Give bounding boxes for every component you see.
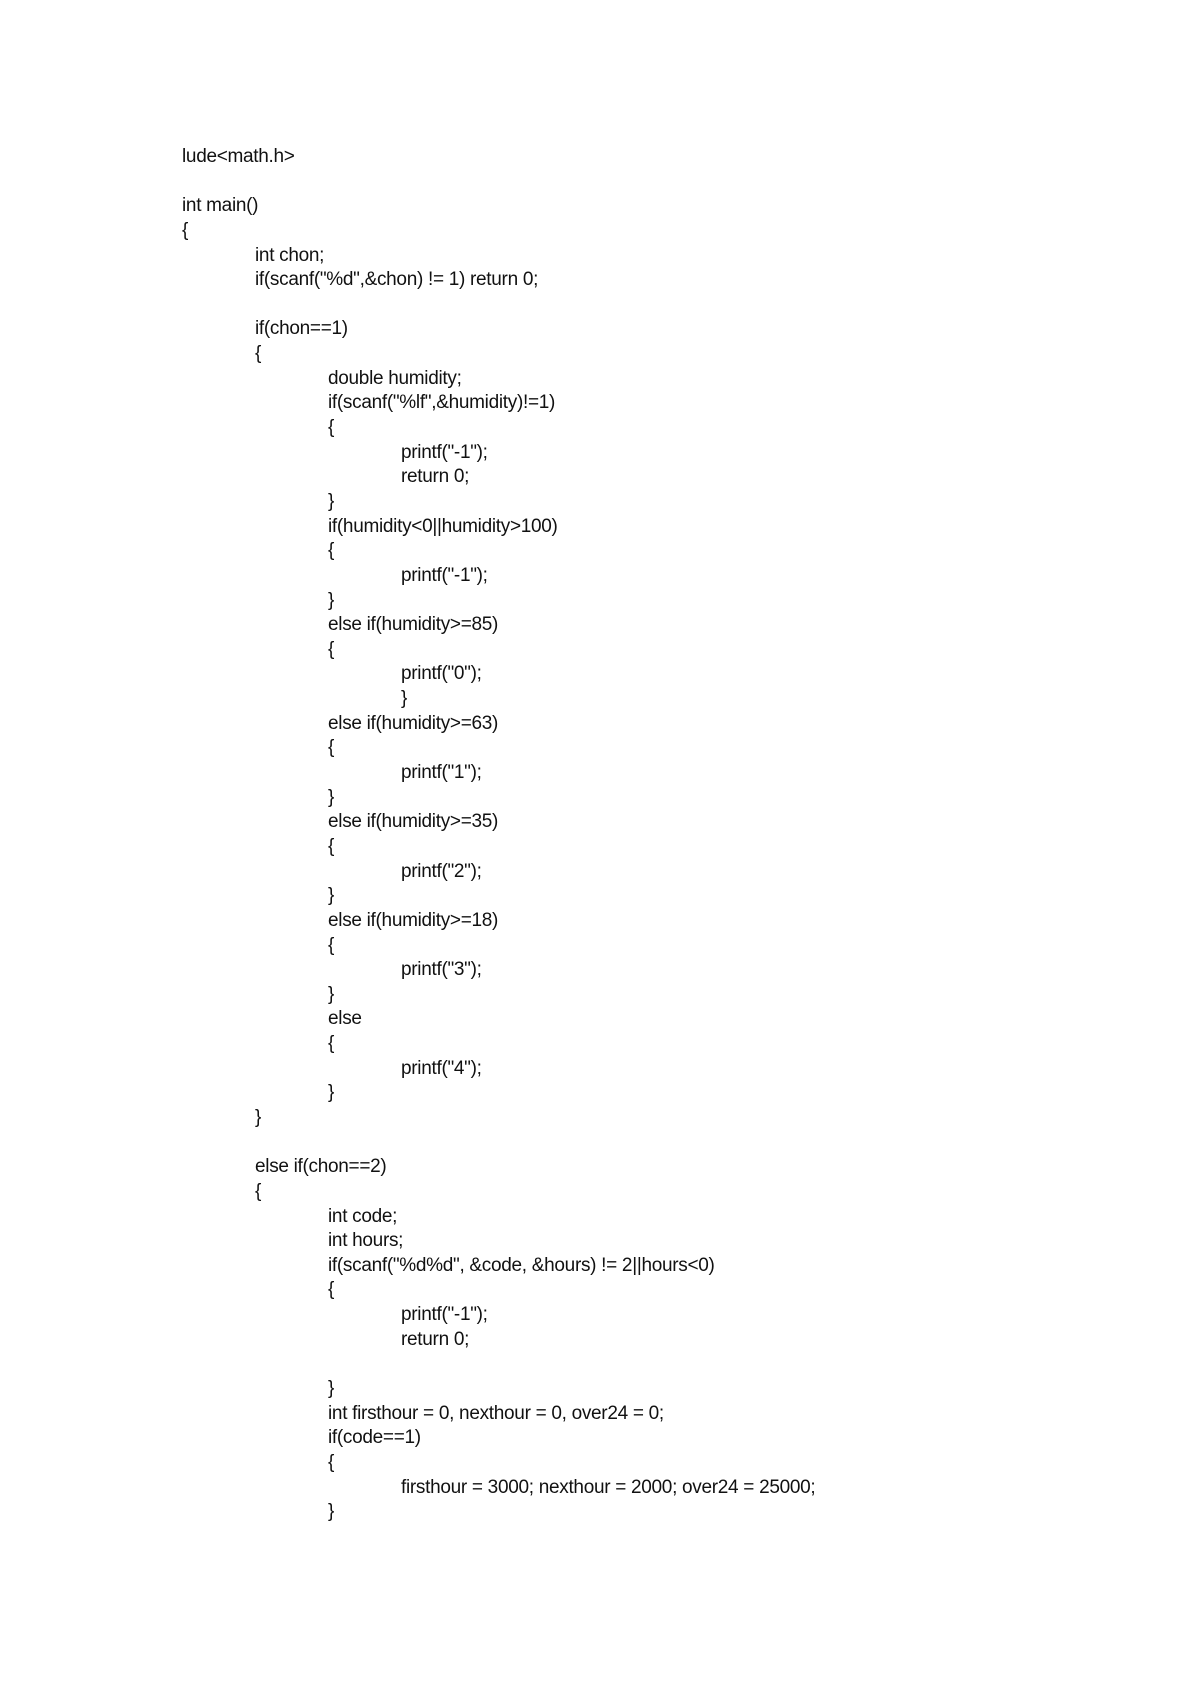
code-line: { — [255, 343, 262, 365]
code-line: printf("4"); — [401, 1057, 482, 1079]
code-line: return 0; — [401, 1328, 470, 1350]
code-line: int chon; — [255, 244, 325, 266]
code-line: } — [328, 1378, 335, 1400]
code-line: printf("-1"); — [401, 1304, 488, 1326]
code-line: { — [328, 638, 335, 660]
code-line: } — [328, 589, 335, 611]
code-line: printf("-1"); — [401, 564, 488, 586]
code-line: } — [328, 490, 335, 512]
code-line: printf("3"); — [401, 959, 482, 981]
code-line: { — [182, 219, 189, 241]
code-line: { — [328, 835, 335, 857]
code-line: int main() — [182, 195, 259, 217]
code-line: { — [328, 417, 335, 439]
code-line: printf("2"); — [401, 860, 482, 882]
code-line: double humidity; — [328, 367, 462, 389]
code-line: } — [328, 1501, 335, 1523]
code-line: { — [328, 1451, 335, 1473]
code-line: } — [328, 1082, 335, 1104]
code-line: { — [328, 540, 335, 562]
code-line: { — [328, 737, 335, 759]
code-line: int code; — [328, 1205, 398, 1227]
code-line: { — [328, 934, 335, 956]
code-line: printf("-1"); — [401, 441, 488, 463]
code-line: firsthour = 3000; nexthour = 2000; over24 = 25000; — [401, 1476, 816, 1498]
code-line: printf("1"); — [401, 762, 482, 784]
blank-line — [182, 170, 1142, 195]
code-line: return 0; — [401, 466, 470, 488]
code-line: { — [328, 1033, 335, 1055]
code-line: else if(chon==2) — [255, 1156, 387, 1178]
blank-line — [182, 1131, 1142, 1156]
code-line: } — [328, 983, 335, 1005]
code-line: } — [401, 688, 408, 710]
code-line: else if(humidity>=85) — [328, 614, 499, 636]
code-line: printf("0"); — [401, 663, 482, 685]
code-line: } — [328, 786, 335, 808]
code-line: } — [328, 885, 335, 907]
code-line: lude<math.h> — [182, 146, 295, 167]
code-line: int hours; — [328, 1230, 404, 1252]
code-line: else if(humidity>=63) — [328, 712, 499, 734]
code-line: { — [255, 1180, 262, 1202]
code-line: else — [328, 1008, 362, 1030]
code-line: if(humidity<0||humidity>100) — [328, 515, 558, 537]
code-line: else if(humidity>=35) — [328, 811, 499, 833]
code-line: if(scanf("%d%d", &code, &hours) != 2||hours<0) — [328, 1254, 715, 1276]
code-line: } — [255, 1106, 262, 1128]
code-line: if(scanf("%lf",&humidity)!=1) — [328, 392, 556, 414]
code-line: { — [328, 1279, 335, 1301]
blank-line — [182, 1352, 1142, 1377]
code-line: if(code==1) — [328, 1427, 421, 1449]
code-listing — [182, 145, 1142, 1525]
code-line: else if(humidity>=18) — [328, 909, 499, 931]
code-line: if(scanf("%d",&chon) != 1) return 0; — [255, 269, 539, 291]
blank-line — [182, 293, 1142, 318]
code-line: if(chon==1) — [255, 318, 348, 340]
code-line: int firsthour = 0, nexthour = 0, over24 = 0; — [328, 1402, 664, 1424]
